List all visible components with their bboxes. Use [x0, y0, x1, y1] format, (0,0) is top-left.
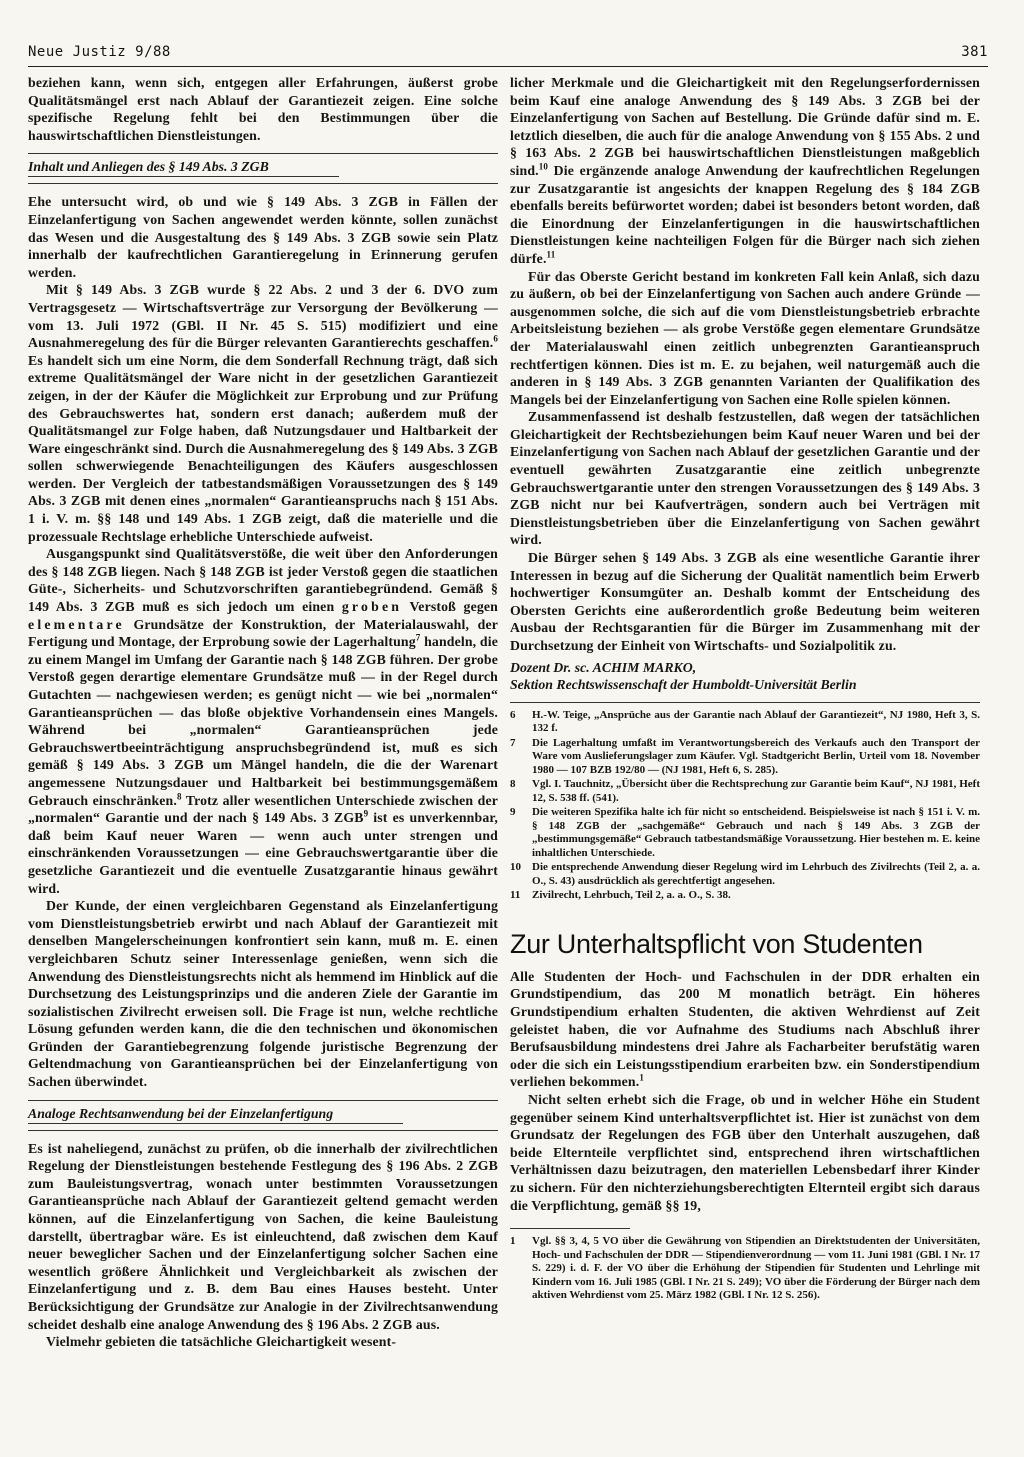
footnote-divider	[510, 702, 980, 703]
footnote-text: Die Lagerhaltung umfaßt im Verantwortungsbereich des Verkaufs auch den Transport der Ware vom Auslieferungslager zum Käufer. Vgl. Stadtgericht Berlin, Urteil vom 18. November 1980 — 107 BZB 192/80 — (NJ 1981, Heft 6, S. 285).	[532, 736, 980, 776]
spaced-emphasis: groben	[341, 599, 403, 615]
footnote-number: 1	[510, 1235, 516, 1248]
footnote-number: 7	[510, 736, 516, 749]
footnote-ref: 1	[639, 1072, 644, 1083]
text: Trotz aller wesentlichen Unterschiede zwischen der „normalen“ Garantie und der nach § 149 Abs. 3 ZGB	[28, 792, 498, 826]
subheading-analoge	[28, 1100, 498, 1131]
page-number: 381	[961, 44, 988, 60]
footnotes	[510, 709, 980, 903]
footnote	[510, 778, 980, 805]
footnote	[510, 861, 980, 888]
running-header	[28, 42, 988, 67]
journal-issue: Neue Justiz 9/88	[28, 44, 171, 60]
footnote-ref: 7	[415, 632, 421, 643]
text: Alle Studenten der Hoch- und Fachschulen in der DDR erhalten ein Grundstipendium, das 200 M monatlich beträgt. Ein höheres Grundstipendium erhalten Studenten, die aktiven Wehrdienst auf Zeit geleistet haben, die vor Aufnahme des Studiums nach Abschluß ihrer Berufsausbildung mindestens drei Jahre als Facharbeiter berufstätig waren oder die sich ein Leistungsstipendium erarbeiten bzw. ein Sonderstipendium verliehen bekommen.	[510, 968, 980, 1090]
spaced-emphasis: elementare	[28, 616, 125, 632]
text: Verstoß gegen	[402, 599, 498, 615]
text: Mit § 149 Abs. 3 ZGB wurde § 22 Abs. 2 und 3 der 6. DVO zum Vertragsgesetz — Wirtschaftsverträge zur Versorgung der Bevölkerung — vom 13. Juli 1972 (GBl. II Nr. 45 S. 515) modifiziert und eine Ausnahmeregelung des für die Bürger relevanten Garantierechts geschaffen.	[28, 282, 498, 351]
paragraph-intro: beziehen kann, wenn sich, entgegen aller Erfahrungen, äußerst grobe Qualitätsmängel erst nach Ablauf der Garantiezeit zeigen. Eine solche spezifische Regelung fehlt bei den Bestimmungen über die hauswirtschaftlichen Dienstleistungen.	[28, 75, 498, 143]
article-title: Zur Unterhaltspflicht von Studenten	[510, 928, 923, 959]
text: Ausgangspunkt sind Qualitätsverstöße, die weit über den Anforderungen des § 148 ZGB liegen. Nach § 148 ZGB ist jeder Verstoß gegen die staatlichen Güte-, Sicherheits- und Schutzvorschriften garantiebegründend. Gemäß § 149 Abs. 3 ZGB muß es sich jedoch um einen	[28, 546, 498, 615]
paragraph	[28, 281, 498, 545]
footnote	[510, 709, 980, 736]
paragraph: Zusammenfassend ist deshalb festzustellen, daß wegen der tatsächlichen Gleichartigkeit der Rechtsbeziehungen beim Kauf neuer Waren und bei der Einzelanfertigung von Sachen nach Ablauf der gesetzlichen Garantie und der eventuell gewährten Zusatzgarantie eine zeitlich unbegrenzte Gebrauchswertgarantie unter den strengen Voraussetzungen des § 149 Abs. 3 ZGB nicht nur bei Kaufverträgen, sondern auch bei Verträgen mit Dienstleistungsbetrieben über die Einzelanfertigung von Sachen gewährt wird.	[510, 409, 980, 548]
footnote	[510, 737, 980, 778]
text: handeln, die zu einem Mangel im Umfang der Garantie nach § 148 ZGB führen. Der grobe Verstoß gegen derartige elementare Grundsätze muß — in der Regel durch Gutachten — nachgewiesen werden; es genügt nicht — wie bei „normalen“ Garantieansprüchen — das bloße objektive Vorhandensein eines Mangels. Während bei „normalen“ Garantieansprüchen jede Gebrauchswertbeeinträchtigung anspruchsbegründend ist, muß es sich gemäß § 149 Abs. 3 ZGB um Mängel handeln, die die der Warenart angemessene Nutzungsdauer und Haltbarkeit bei bestimmungsgemäßem Gebrauch einschränken.	[28, 634, 499, 808]
paragraph	[510, 74, 980, 268]
author-signature	[510, 659, 980, 694]
author-affiliation: Sektion Rechtswissenschaft der Humboldt-Universität Berlin	[510, 677, 857, 693]
footnote	[510, 889, 980, 903]
text: Grundsätze der Konstruktion, der Materialauswahl, der Fertigung und Montage, der Erprobung sowie der Lagerhaltung	[28, 616, 498, 650]
footnote-number: 9	[510, 806, 516, 819]
paragraph: Für das Oberste Gericht bestand im konkreten Fall kein Anlaß, sich dazu zu äußern, ob bei der Einzelanfertigung von Sachen auch andere Gründe — ausgenommen solche, die sich auf die vom Dienstleistungsbetrieb erbrachte Arbeitsleistung beziehen — als grobe Verstöße gegen elementare Grundsätze der Materialauswahl einen zeitlich unbegrenzten Garantieanspruch rechtfertigen können. Dies ist m. E. zu bejahen, weil naturgemäß auch die anderen in § 149 Abs. 3 ZGB genannten Varianten der Qualifikation des Mangels bei der Einzelanfertigung von Sachen eine Rolle spielen können.	[510, 268, 980, 407]
left-column	[28, 74, 498, 1351]
paragraph: Vielmehr gebieten die tatsächliche Gleichartigkeit wesent-	[46, 1334, 397, 1350]
paragraph	[510, 968, 980, 1091]
footnote	[510, 806, 980, 860]
footnote-ref: 10	[538, 161, 549, 172]
text: Die ergänzende analoge Anwendung der kaufrechtlichen Regelungen zur Zusatzgarantie ist angesichts der knappen Regelung des § 184 ZGB ebenfalls bereits befürwortet worden; dabei ist besonders betont worden, daß die Einordnung der Einzelanfertigungen in die hauswirtschaftlichen Dienstleistungen keine nachteiligen Folgen für die Bürger nach sich ziehen dürfe.	[510, 162, 980, 266]
paragraph: Es ist naheliegend, zunächst zu prüfen, ob die innerhalb der zivilrechtlichen Regelung der Dienstleistungen bestehende Festlegung des § 196 Abs. 2 ZGB zum Bauleistungsvertrag, wonach unter bestimmten Voraussetzungen Garantieansprüche nach Ablauf der Garantiezeit geltend gemacht werden können, auf die Einzelanfertigung von Sachen, die keine Bauleistung darstellt, übertragbar wäre. Es ist einleuchtend, daß zwischen dem Kauf neuer beweglicher Sachen und der Einzelanfertigung solcher Sachen eine wesentlich größere Ähnlichkeit und Vergleichbarkeit als zwischen der Einzelanfertigung und z. B. dem Bau eines Hauses besteht. Unter Berücksichtigung der Grundsätze zur Analogie in der Zivilrechtsanwendung scheidet deshalb eine analoge Anwendung des § 196 Abs. 2 ZGB aus.	[28, 1140, 498, 1332]
paragraph: Ehe untersucht wird, ob und wie § 149 Abs. 3 ZGB in Fällen der Einzelanfertigung von Sachen angewendet werden könnte, sollen zunächst das Wesen und die Ausgestaltung des § 149 Abs. 3 ZGB sowie sein Platz innerhalb der kaufrechtlichen Garantieregelung in Erinnerung gerufen werden.	[28, 194, 498, 280]
footnote-text: Die entsprechende Anwendung dieser Regelung wird im Lehrbuch des Zivilrechts (Teil 2, a. a. O., S. 43) ausdrücklich als gerechtfertigt angesehen.	[532, 861, 980, 887]
subheading-inhalt-text: Inhalt und Anliegen des § 149 Abs. 3 ZGB	[28, 159, 339, 177]
right-column	[510, 74, 980, 1304]
text: licher Merkmale und die Gleichartigkeit mit den Regelungserfordernissen beim Kauf eine analoge Anwendung des § 149 Abs. 3 ZGB bei der Einzelanfertigung von Sachen auf Bestellung. Die Gründe dafür sind m. E. letztlich dieselben, die auch für die analoge Anwendung von § 155 Abs. 2 und § 163 Abs. 2 ZGB bei hauswirtschaftlichen Dienstleistungen maßgeblich sind.	[510, 75, 980, 178]
paragraph: Die Bürger sehen § 149 Abs. 3 ZGB als eine wesentliche Garantie ihrer Interessen in bezug auf die Sicherung der Qualität namentlich beim Erwerb hochwertiger Konsumgüter an. Deshalb kommt der Entscheidung des Obersten Gerichts eine außerordentlich große Bedeutung beim weiteren Ausbau der Rechtsgarantien für die Bürger im Zusammenhang mit der Durchsetzung der Einheit von Wirtschafts- und Sozialpolitik zu.	[510, 550, 980, 653]
footnote-ref: 9	[363, 808, 369, 819]
footnote-text: Vgl. I. Tauchnitz, „Übersicht über die Rechtsprechung zur Garantie beim Kauf“, NJ 1981, Heft 12, S. 538 ff. (541).	[532, 778, 980, 804]
footnote-number: 6	[510, 708, 516, 721]
footnote-text: H.-W. Teige, „Ansprüche aus der Garantie nach Ablauf der Garantiezeit“, NJ 1980, Heft 3, S. 132 f.	[532, 708, 980, 735]
footnote-divider	[510, 1228, 630, 1229]
footnote-ref: 6	[493, 333, 498, 344]
footnote	[510, 1235, 980, 1303]
footnote-ref: 8	[176, 790, 182, 801]
footnote-number: 11	[510, 889, 521, 902]
paragraph	[28, 545, 498, 897]
author-name: Dozent Dr. sc. ACHIM MARKO,	[510, 659, 697, 675]
paragraph: Der Kunde, der einen vergleichbaren Gegenstand als Einzelanfertigung vom Dienstleistungsbetrieb erwirbt und nach Ablauf der Garantiezeit mit denselben Mangelerscheinungen konfrontiert sein kann, muß m. E. einen vergleichbaren Schutz seiner Interessenlage genießen, wenn sich die Anwendung des Dienstleistungsrechts nicht als hemmend im Hinblick auf die Durchsetzung des Leistungsprinzips und die anderen Ziele der Garantie im sozialistischen Zivilrecht erweisen soll. Die Frage ist nun, welche rechtliche Lösung gefunden werden kann, die die den technischen und ökonomischen Gründen der Garantiebegrenzung folgende juristische Begrenzung der Geltendmachung von Garantieansprüchen bei der Einzelanfertigung von Sachen überwindet.	[28, 898, 498, 1090]
footnotes	[510, 1235, 980, 1303]
footnote-text: Die weiteren Spezifika halte ich für nicht so entscheidend. Beispielsweise ist nach § 151 i. V. m. § 148 ZGB der „sachgemäße“ Gebrauch und nach § 149 Abs. 3 ZGB der „bestimmungsgemäße“ Gebrauch tatbestandsmäßige Voraussetzung. Hier bestehen m. E. keine inhaltlichen Unterschiede.	[532, 806, 980, 859]
text: Es handelt sich um eine Norm, die dem Sonderfall Rechnung trägt, daß sich extreme Qualitätsmängel der Ware nicht in der gesetzlichen Garantiezeit zeigen, in der der Käufer die Möglichkeit zur Erprobung und zur Prüfung des Gebrauchswertes hat, sondern erst danach; außerdem muß der Qualitätsmangel zur Folge haben, daß Nutzungsdauer und Haltbarkeit der Ware eingeschränkt sind. Durch die Ausnahmeregelung des § 149 Abs. 3 ZGB sollen schwerwiegende Benachteiligungen des Käufers ausgeschlossen werden. Der Vergleich der tatbestandsmäßigen Voraussetzungen des § 149 Abs. 3 ZGB mit denen eines „normalen“ Garantieanspruchs nach § 151 Abs. 1 i. V. m. §§ 148 und 149 Abs. 1 ZGB zeigt, daß die materielle und die prozessuale Rechtslage erhebliche Unterschiede aufweist.	[28, 352, 498, 544]
footnote-number: 8	[510, 778, 516, 791]
footnote-text: Zivilrecht, Lehrbuch, Teil 2, a. a. O., S. 38.	[532, 889, 731, 902]
subheading-inhalt	[28, 153, 498, 184]
text: ist es unverkennbar, daß beim Kauf neuer Waren — wenn auch unter strengen und einschränkenden Voraussetzungen — eine Gebrauchswertgarantie über die gesetzliche Garantiezeit und die eventuelle Zusatzgarantie hinaus gewährt wird.	[28, 810, 498, 896]
footnote-number: 10	[510, 861, 521, 874]
paragraph: Nicht selten erhebt sich die Frage, ob und in welcher Höhe ein Student gegenüber seinem Kind unterhaltsverpflichtet ist. Hier ist zunächst von dem Grundsatz der Regelungen des FGB über den Unterhalt auszugehen, daß beide Elternteile verpflichtet sind, entsprechend ihren wirtschaftlichen Verhältnissen dazu beizutragen, den materiellen Lebensbedarf ihrer Kinder zu sichern. Für den nichterziehungsberechtigten Elternteil ergibt sich daraus die Verpflichtung, gemäß §§ 19,	[510, 1091, 980, 1213]
subheading-analoge-text: Analoge Rechtsanwendung bei der Einzelanfertigung	[28, 1106, 403, 1124]
footnote-ref: 11	[546, 249, 556, 260]
footnote-text: Vgl. §§ 3, 4, 5 VO über die Gewährung von Stipendien an Direktstudenten der Universitäten, Hoch- und Fachschulen der DDR — Stipendienverordnung — vom 11. Juni 1981 (GBl. I Nr. 17 S. 229) i. d. F. der VO über die Erhöhung der Stipendien für Studenten und Lehrlinge mit Kindern vom 16. Juli 1985 (GBl. I Nr. 21 S. 249); VO über die Förderung der Bürger nach dem aktiven Wehrdienst vom 25. März 1982 (GBl. I Nr. 12 S. 256).	[532, 1235, 980, 1302]
